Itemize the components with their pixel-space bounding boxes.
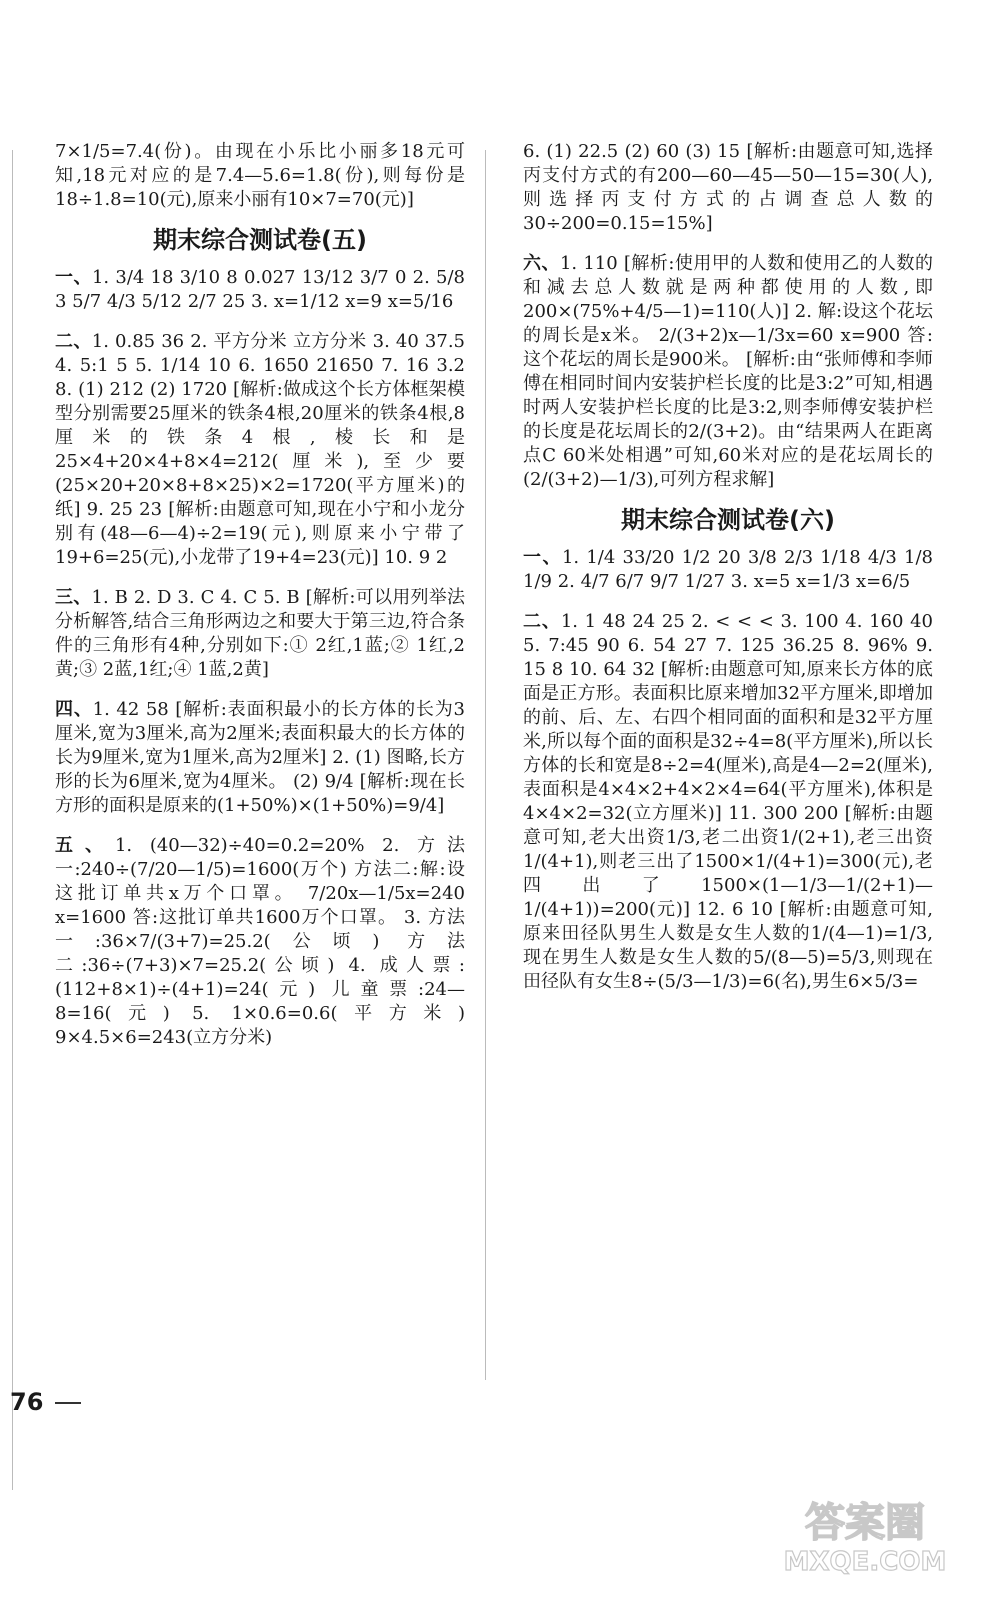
page-number-dash (55, 1402, 81, 1404)
answer-part-4 (55, 698, 465, 818)
answer-text: 1. 110 [解析:使用甲的人数和使用乙的人数的和减去总人数就是两种都使用的人数,即200×(75%+4/5—1)=110(人)] 2. 解:设这个花坛的周长是x米。 2/(3+2)x—1/3x=60 x=900 答:这个花坛的周长是900米。 [解析:由“张师傅和李师傅在相同时间内安装护栏长度的比是3:2”可知,相遇时两人安装护栏长度的比是3:2,则李师傅安装护栏的长度是花坛周长的2/(3+2)。由“结果两人在距离点C 60米处相遇”可知,60米对应的是花坛周长的(2/(3+2)—1/3),可列方程求解] (523, 253, 934, 490)
answer-part-5 (55, 834, 465, 1050)
left-column (55, 140, 465, 1400)
answer-part-1 (55, 266, 465, 314)
answer-part-2 (523, 610, 933, 994)
right-column (523, 140, 933, 1400)
part-marker: 五、 (55, 835, 115, 856)
answer-text: 1. 42 58 [解析:表面积最小的长方体的长为3厘米,宽为3厘米,高为2厘米;表面积最大的长方体的长为9厘米,宽为1厘米,高为2厘米] 2. (1) 图略,长方形的长为6厘米,宽为4厘米。 (2) 9/4 [解析:现在长方形的面积是原来的(1+50%)×(1+50%)=9/4] (55, 699, 466, 816)
section-title-test-5: 期末综合测试卷(五) (153, 226, 367, 254)
answer-text: 1. B 2. D 3. C 4. C 5. B [解析:可以用列举法分析解答,结合三角形两边之和要大于第三边,符合条件的三角形有4种,分别如下:① 2红,1蓝;② 1红,2黄;③ 2蓝,1红;④ 1蓝,2黄] (55, 587, 465, 680)
answer-part-2 (55, 330, 465, 570)
part-marker: 二、 (523, 611, 561, 632)
column-divider (485, 150, 486, 1380)
part-marker: 三、 (55, 587, 92, 608)
part-marker: 六、 (523, 253, 560, 274)
part-marker: 二、 (55, 331, 92, 352)
page-number: 76 (10, 1388, 44, 1416)
part-marker: 四、 (55, 699, 93, 720)
answer-text: 1. 1/4 33/20 1/2 20 3/8 2/3 1/18 4/3 1/8 1/9 2. 4/7 6/7 9/7 1/27 3. x=5 x=1/3 x=6/5 (523, 547, 933, 592)
watermark-url: MXQE.COM (783, 1547, 947, 1577)
answer-text: 1. 0.85 36 2. 平方分米 立方分米 3. 40 37.5 4. 5:1 5 5. 1/14 10 6. 1650 21650 7. 16 3.2 8. (1) 212 (2) 1720 [解析:做成这个长方体框架模型分别需要25厘米的铁条4根,20厘米的铁条4根,8厘米的铁条4根,棱长和是25×4+20×4+8×4=212(厘米),至少要(25×20+20×8+8×25)×2=1720(平方厘米)的纸] 9. 25 23 [解析:由题意可知,现在小宁和小龙分别有(48—6—4)÷2=19(元),则原来小宁带了19+6=25(元),小龙带了19+4=23(元)] 10. 9 2 (55, 331, 465, 568)
answer-text: 1. 3/4 18 3/10 8 0.027 13/12 3/7 0 2. 5/8 3 5/7 4/3 5/12 2/7 25 3. x=1/12 x=9 x=5/16 (55, 267, 465, 312)
watermark-text: 答案圈 (805, 1500, 925, 1546)
answer-part-1 (523, 546, 933, 594)
section-title-test-6: 期末综合测试卷(六) (621, 506, 835, 534)
answer-continuation: 7×1/5=7.4(份)。由现在小乐比小丽多18元可知,18元对应的是7.4—5.6=1.8(份),则每份是18÷1.8=10(元),原来小丽有10×7=70(元)] (55, 141, 465, 210)
part-marker: 一、 (55, 267, 92, 288)
part-marker: 一、 (523, 547, 562, 568)
watermark-logo (750, 1488, 980, 1578)
answer-item-6: 6. (1) 22.5 (2) 60 (3) 15 [解析:由题意可知,选择丙支付方式的有200—60—45—50—15=30(人),则选择丙支付方式的占调查总人数的30÷200=0.15=15%] (523, 141, 933, 234)
left-margin-rule (12, 150, 13, 1490)
answer-text: 1. 1 48 24 25 2. < < < 3. 100 4. 160 40 5. 7:45 90 6. 54 27 7. 125 36.25 8. 96% 9. 15 8 10. 64 32 [解析:由题意可知,原来长方体的底面是正方形。表面积比原来增加32平方厘米,即增加的前、后、左、右四个相同面的面积和是32平方厘米,所以每个面的面积是32÷4=8(平方厘米),所以长方体的长和宽是8÷2=4(厘米),高是4—2=2(厘米),表面积是4×4×2+4×2×4=64(平方厘米),体积是4×4×2=32(立方厘米)] 11. 300 200 [解析:由题意可知,老大出资1/3,老二出资1/(2+1),老三出资1/(4+1),则老三出了1500×1/(4+1)=300(元),老四出了1500×(1—1/3—1/(2+1)—1/(4+1))=200(元)] 12. 6 10 [解析:由题意可知,原来田径队男生人数是女生人数的1/(4—1)=1/3,现在男生人数是女生人数的5/(8—5)=5/3,则现在田径队有女生8÷(5/3—1/3)=6(名),男生6×5/3= (523, 611, 934, 992)
answer-text: 1. (40—32)÷40=0.2=20% 2. 方法一:240÷(7/20—1/5)=1600(万个) 方法二:解:设这批订单共x万个口罩。 7/20x—1/5x=240 x=1600 答:这批订单共1600万个口罩。 3. 方法一:36×7/(3+7)=25.2(公顷) 方法二:36÷(7+3)×7=25.2(公顷) 4. 成人票:(112+8×1)÷(4+1)=24(元) 儿童票:24—8=16(元) 5. 1×0.6=0.6(平方米) 9×4.5×6=243(立方分米) (55, 835, 465, 1048)
answer-part-3 (55, 586, 465, 682)
answer-part-6 (523, 252, 933, 492)
